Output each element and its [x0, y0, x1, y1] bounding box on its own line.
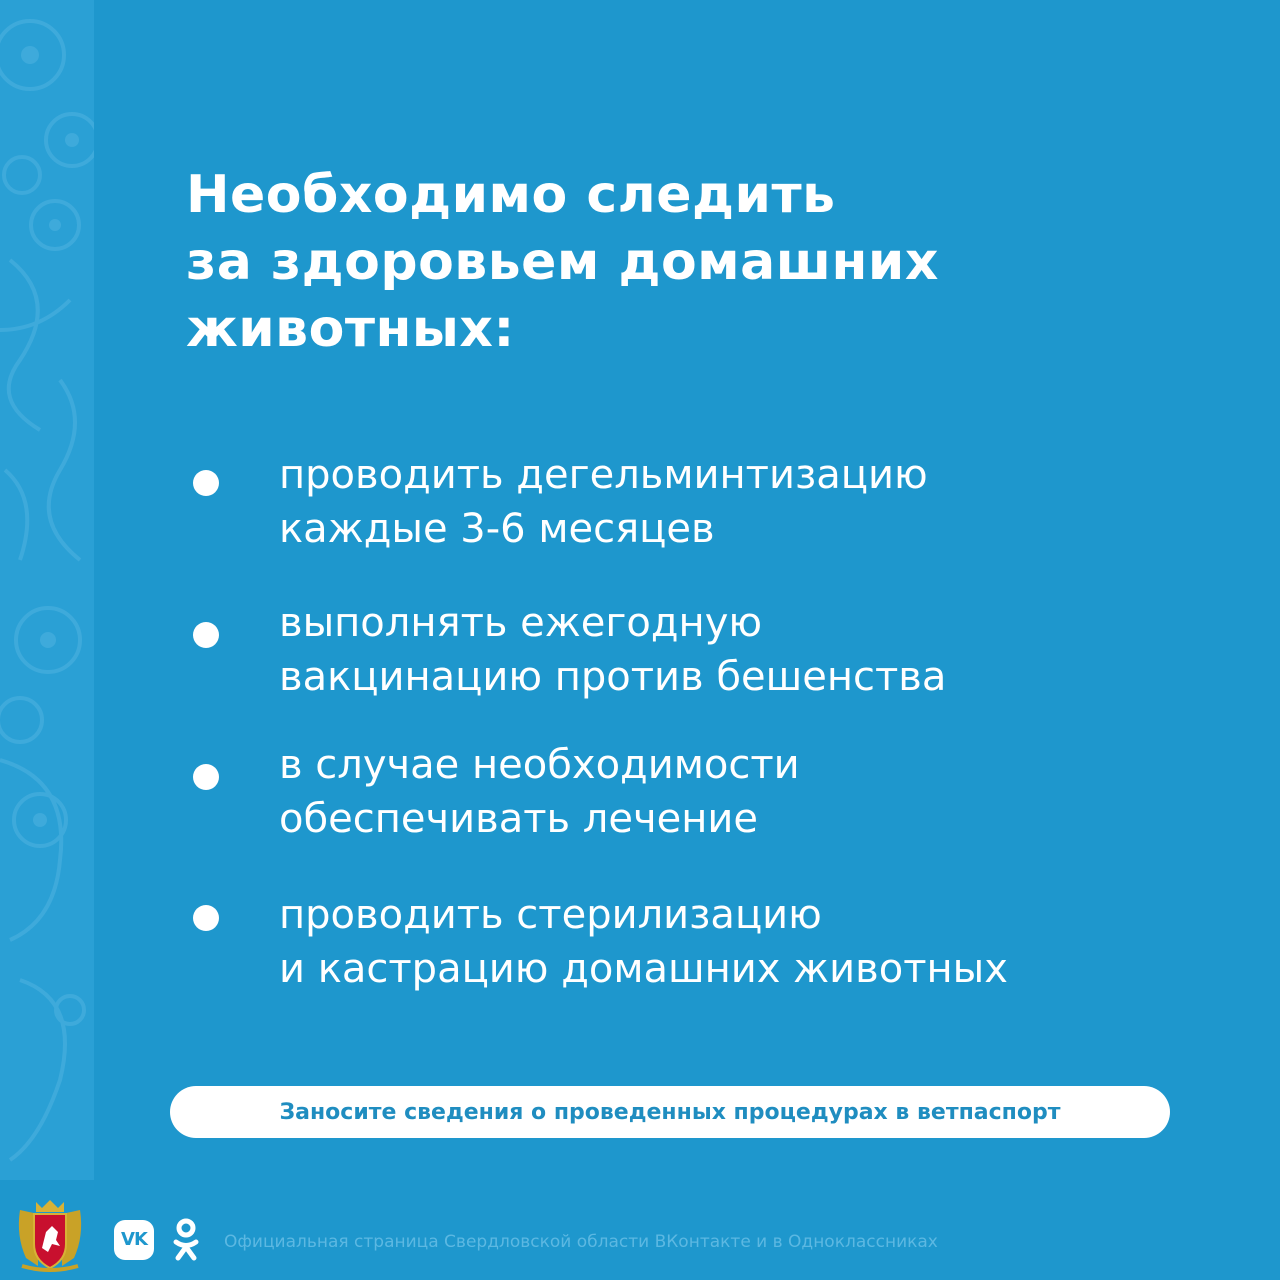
list-item-line: обеспечивать лечение [279, 796, 758, 842]
list-item-text [279, 888, 1008, 996]
title-line: Необходимо следить [186, 165, 836, 225]
list-item-line: проводить дегельминтизацию [279, 452, 928, 498]
list-item-line: выполнять ежегодную [279, 600, 763, 646]
list-item-line: и кастрацию домашних животных [279, 946, 1008, 992]
list-item-text [279, 596, 946, 704]
bullet-dot-icon [193, 905, 219, 931]
ornament-note-banner [170, 1086, 1170, 1138]
title-line: за здоровьем домашних [186, 232, 939, 292]
banner-text: Заносите сведения о проведенных процедурах в ветпаспорт [279, 1099, 1061, 1125]
title-line: животных: [186, 299, 515, 359]
vk-icon[interactable] [114, 1220, 154, 1260]
footer [0, 1190, 1280, 1280]
bullet-dot-icon [193, 764, 219, 790]
bullet-dot-icon [193, 622, 219, 648]
list-item-line: вакцинацию против бешенства [279, 654, 947, 700]
list-item-text [279, 448, 928, 556]
vk-icon-label: VK [121, 1229, 147, 1250]
footer-caption: Официальная страница Свердловской области ВКонтакте и в Одноклассниках [224, 1232, 938, 1252]
list-item-line: в случае необходимости [279, 742, 800, 788]
list-item-text [279, 738, 800, 846]
bullet-dot-icon [193, 470, 219, 496]
ok-icon[interactable] [172, 1218, 200, 1262]
list-item-line: проводить стерилизацию [279, 892, 822, 938]
list-item-line: каждые 3-6 месяцев [279, 506, 715, 552]
regional-emblem-icon [12, 1196, 88, 1272]
